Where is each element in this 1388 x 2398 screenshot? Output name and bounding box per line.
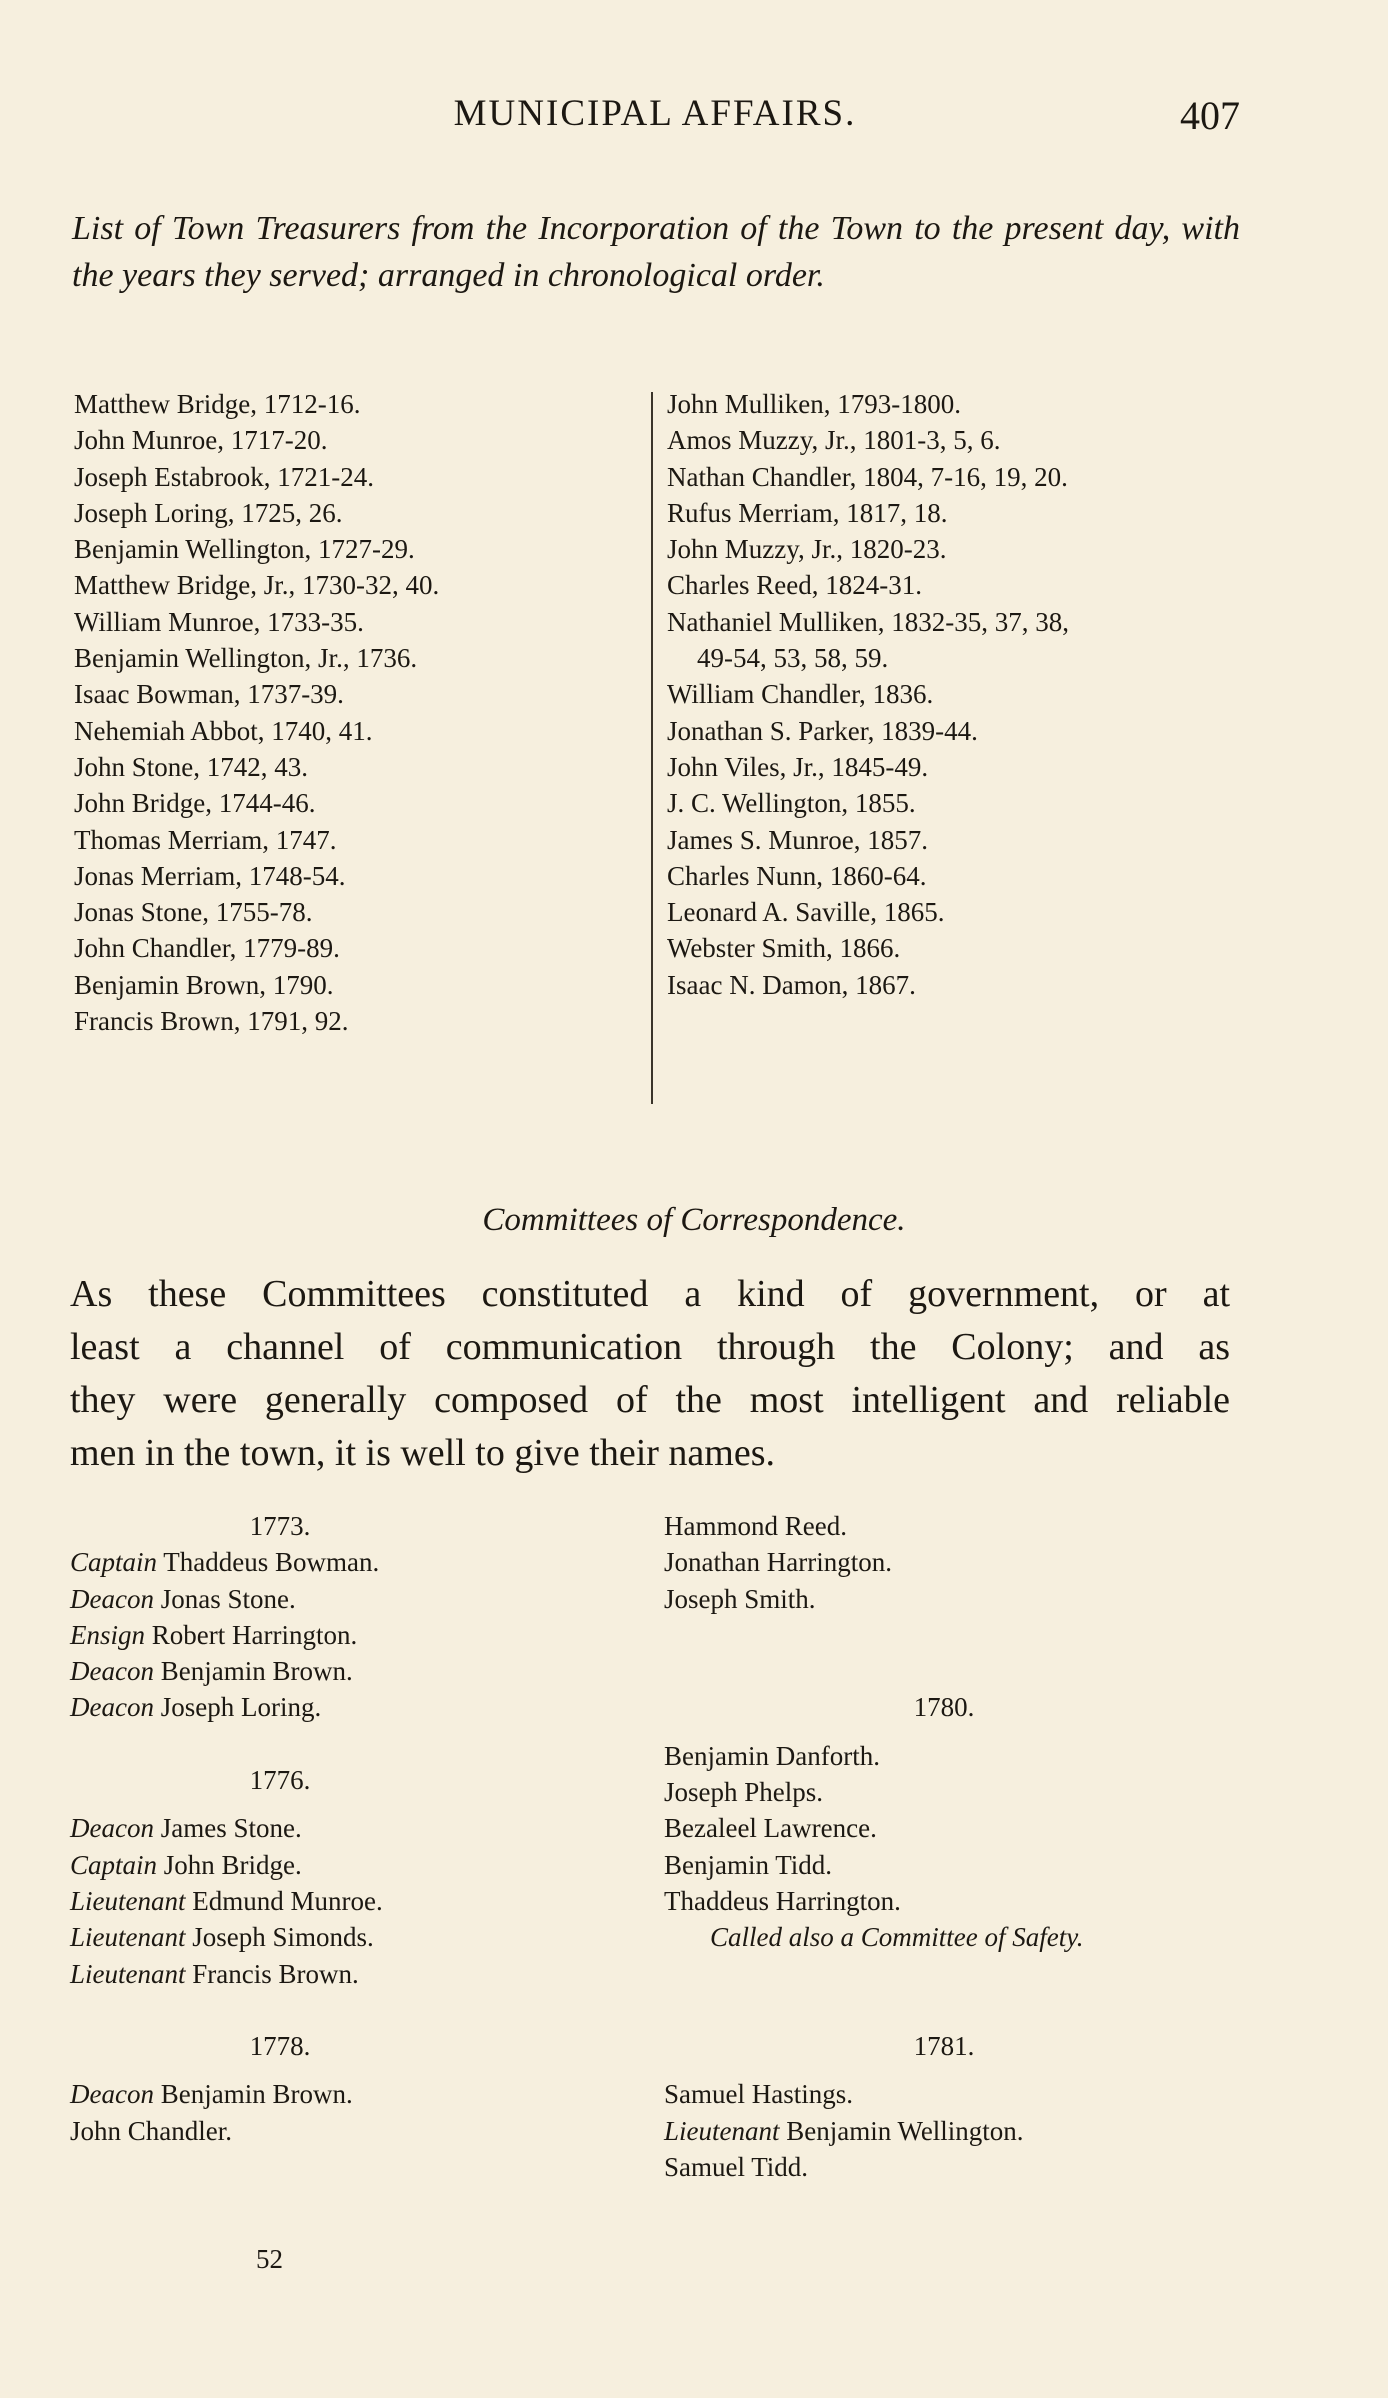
list-item: Amos Muzzy, Jr., 1801-3, 5, 6. (667, 425, 1001, 456)
list-item: John Muzzy, Jr., 1820-23. (667, 534, 947, 565)
list-item (70, 1653, 490, 1689)
spacer (664, 1617, 1224, 1653)
member-name: Francis Brown. (192, 1958, 359, 1989)
committees-left-column (70, 1508, 490, 2149)
spacer (70, 1798, 490, 1810)
spacer (664, 1956, 1224, 1992)
list-item (664, 2113, 1224, 2149)
member-name: Robert Harrington. (151, 1619, 358, 1650)
spacer (70, 1992, 490, 2028)
list-item: Jonathan S. Parker, 1839-44. (667, 715, 978, 746)
list-item (664, 2076, 1224, 2112)
member-title: Deacon (70, 1813, 154, 1844)
list-item: Rufus Merriam, 1817, 18. (667, 497, 948, 528)
list-item: Isaac Bowman, 1737-39. (74, 679, 344, 710)
treasurers-right-column (667, 386, 1069, 1003)
committees-paragraph (70, 1268, 1230, 1480)
member-name: Joseph Loring. (160, 1692, 322, 1723)
paragraph-line: men in the town, it is well to give their names. (70, 1432, 775, 1474)
list-item: Matthew Bridge, Jr., 1730-32, 40. (74, 570, 440, 601)
list-item: John Munroe, 1717-20. (74, 425, 328, 456)
list-item: Jonas Stone, 1755-78. (74, 897, 313, 928)
member-title: Deacon (70, 1656, 154, 1687)
list-item: Hammond Reed. (664, 1511, 847, 1541)
list-item: John Viles, Jr., 1845-49. (667, 751, 929, 782)
member-title: Lieutenant (70, 1958, 186, 1989)
member-name: Edmund Munroe. (192, 1885, 383, 1916)
list-item (70, 1581, 490, 1617)
list-item: John Bridge, 1744-46. (74, 788, 316, 819)
list-item: Thaddeus Harrington. (664, 1885, 901, 1916)
list-item: John Chandler, 1779-89. (74, 933, 340, 964)
list-item (70, 2113, 490, 2149)
spacer (664, 1726, 1224, 1738)
list-item (70, 1544, 490, 1580)
year-heading: 1780. (913, 1692, 975, 1723)
list-item: Joseph Phelps. (664, 1777, 824, 1808)
list-item: Charles Nunn, 1860-64. (667, 860, 927, 891)
year-heading: 1776. (249, 1765, 311, 1796)
page-header (70, 92, 1240, 142)
list-item: William Munroe, 1733-35. (74, 606, 364, 637)
member-title: Captain (70, 1547, 158, 1578)
list-item: Benjamin Danforth. (664, 1740, 880, 1771)
list-item: Isaac N. Damon, 1867. (667, 969, 916, 1000)
member-title: Ensign (70, 1619, 146, 1650)
committee-note: Called also a Committee of Safety. (710, 1922, 1084, 1953)
year-heading: 1778. (249, 2031, 311, 2062)
year-heading: 1781. (913, 2031, 975, 2062)
member-title: Deacon (70, 2079, 154, 2110)
list-item: Jonathan Harrington. (664, 1547, 892, 1578)
member-title: Lieutenant (70, 1885, 186, 1916)
member-name: Benjamin Brown. (160, 1656, 353, 1687)
spacer (70, 1726, 490, 1762)
member-name: James Stone. (160, 1813, 302, 1844)
paragraph-line: they were generally composed of the most intelligent and reliable (70, 1379, 1230, 1421)
list-item (70, 1689, 490, 1725)
list-item: Bezaleel Lawrence. (664, 1813, 877, 1844)
member-title: Lieutenant (70, 1922, 186, 1953)
member-name: Samuel Hastings. (664, 2079, 853, 2110)
list-item (70, 1617, 490, 1653)
section-heading: Committees of Correspondence. (482, 1202, 906, 1238)
list-item: Joseph Loring, 1725, 26. (74, 497, 343, 528)
member-title: Lieutenant (664, 2115, 780, 2146)
list-item: John Stone, 1742, 43. (74, 751, 309, 782)
committees-right-column (664, 1508, 1224, 2185)
list-item: Joseph Estabrook, 1721-24. (74, 461, 374, 492)
list-item: J. C. Wellington, 1855. (667, 788, 916, 819)
signature-mark: 52 (256, 2244, 283, 2274)
member-name: Jonas Stone. (160, 1583, 296, 1614)
member-name: Thaddeus Bowman. (163, 1547, 380, 1578)
list-item (70, 1956, 490, 1992)
page-number: 407 (1180, 93, 1240, 138)
list-item: Francis Brown, 1791, 92. (74, 1006, 349, 1037)
member-name: John Bridge. (163, 1849, 302, 1880)
treasurers-caption: List of Town Treasurers from the Incorporation of the Town to the present day, with the years they served; arranged in chronological order. (72, 210, 1240, 294)
list-item: Nehemiah Abbot, 1740, 41. (74, 715, 373, 746)
member-name: John Chandler. (70, 2115, 232, 2146)
member-title: Deacon (70, 1583, 154, 1614)
paragraph-line: least a channel of communication through the Colony; and as (70, 1326, 1230, 1368)
running-head: MUNICIPAL AFFAIRS. (453, 93, 857, 134)
list-item: Leonard A. Saville, 1865. (667, 897, 945, 928)
list-item: Benjamin Tidd. (664, 1849, 833, 1880)
list-item: William Chandler, 1836. (667, 679, 934, 710)
list-item: Benjamin Wellington, 1727-29. (74, 534, 415, 565)
list-item: Webster Smith, 1866. (667, 933, 901, 964)
list-item (70, 1919, 490, 1955)
spacer (664, 1992, 1224, 2028)
list-item (664, 2149, 1224, 2185)
member-title: Deacon (70, 1692, 154, 1723)
paragraph-line: As these Committees constituted a kind of government, or at (70, 1273, 1230, 1315)
column-divider (651, 392, 653, 1104)
spacer (664, 2064, 1224, 2076)
list-item (70, 2076, 490, 2112)
member-name: Joseph Simonds. (192, 1922, 374, 1953)
member-title: Captain (70, 1849, 158, 1880)
list-item: Joseph Smith. (664, 1583, 816, 1614)
spacer (664, 1653, 1224, 1689)
member-name: Benjamin Brown. (160, 2079, 353, 2110)
member-name: Samuel Tidd. (664, 2152, 809, 2183)
spacer (70, 2064, 490, 2076)
list-item: Benjamin Brown, 1790. (74, 969, 334, 1000)
member-name: Benjamin Wellington. (786, 2115, 1024, 2146)
list-item (70, 1883, 490, 1919)
list-item (70, 1847, 490, 1883)
list-item: Charles Reed, 1824-31. (667, 570, 922, 601)
list-item (70, 1810, 490, 1846)
treasurers-left-column (74, 386, 439, 1039)
list-item: Matthew Bridge, 1712-16. (74, 389, 361, 419)
list-item: James S. Munroe, 1857. (667, 824, 928, 855)
list-item: Nathan Chandler, 1804, 7-16, 19, 20. (667, 461, 1068, 492)
list-item: Thomas Merriam, 1747. (74, 824, 337, 855)
year-heading: 1773. (249, 1511, 311, 1541)
list-item-continuation: 49-54, 53, 58, 59. (697, 643, 889, 674)
list-item: John Mulliken, 1793-1800. (667, 389, 961, 419)
list-item: Nathaniel Mulliken, 1832-35, 37, 38, (667, 606, 1069, 637)
list-item: Jonas Merriam, 1748-54. (74, 860, 346, 891)
list-item: Benjamin Wellington, Jr., 1736. (74, 643, 418, 674)
